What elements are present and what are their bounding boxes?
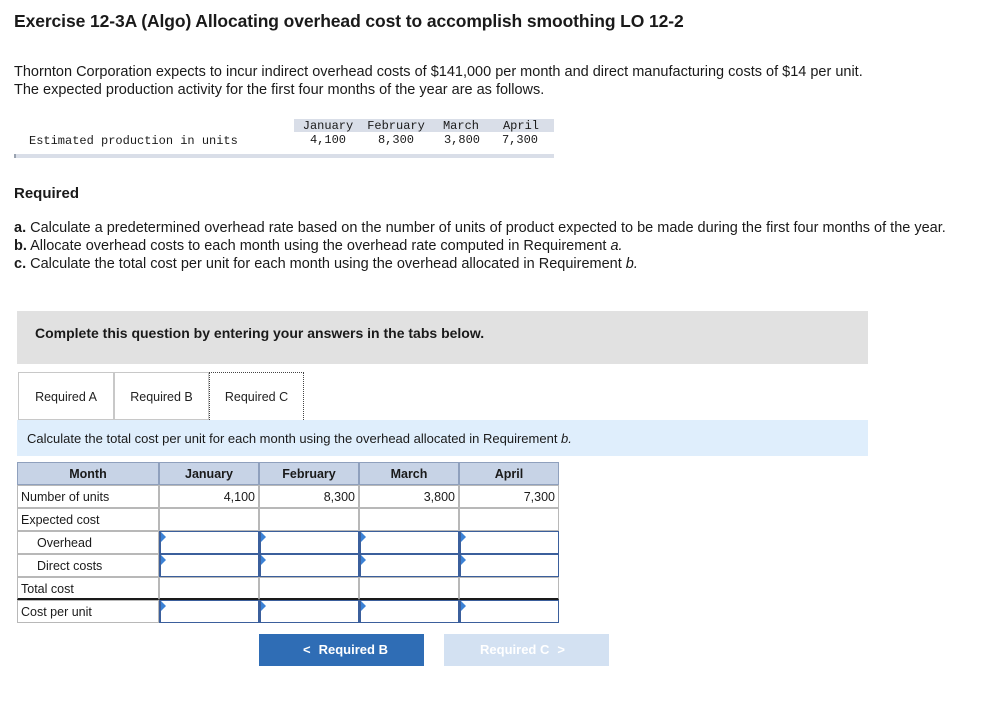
next-tab-button[interactable] [444, 634, 609, 666]
units-february: 8,300 [259, 485, 359, 508]
header-march: March [359, 462, 459, 485]
row-label: Number of units [17, 485, 159, 508]
direct-costs-march-input[interactable] [359, 554, 459, 577]
requirement-letter: b. [14, 238, 27, 254]
requirement-a [14, 219, 974, 237]
units-january: 4,100 [159, 485, 259, 508]
cost-per-unit-january-input[interactable] [159, 600, 259, 623]
given-units-value: 8,300 [377, 133, 414, 147]
cost-per-unit-april-input[interactable] [459, 600, 559, 623]
required-heading: Required [14, 185, 80, 202]
header-january: January [159, 462, 259, 485]
requirement-c [14, 255, 974, 273]
row-label: Total cost [17, 577, 159, 600]
units-march: 3,800 [359, 485, 459, 508]
header-april: April [459, 462, 559, 485]
row-label: Cost per unit [17, 600, 159, 623]
given-units-value: 3,800 [443, 133, 480, 147]
requirement-letter: a. [14, 220, 27, 236]
given-month-header: April [502, 119, 539, 133]
next-button-label: Required C [480, 642, 550, 657]
problem-intro [14, 63, 974, 99]
given-row-label: Estimated production in units [29, 134, 238, 148]
tab-required-a[interactable]: Required A [18, 372, 114, 420]
given-month-header: March [442, 119, 479, 133]
requirement-b [14, 237, 974, 255]
units-april: 7,300 [459, 485, 559, 508]
empty-cell [359, 508, 459, 531]
total-cost-january [159, 577, 259, 600]
instruction-ref: b. [561, 431, 572, 446]
requirements-list [14, 219, 974, 273]
empty-cell [459, 508, 559, 531]
intro-line-2: The expected production activity for the first four months of the year are as follows. [14, 82, 545, 98]
total-cost-april [459, 577, 559, 600]
row-label: Direct costs [17, 554, 159, 577]
row-label: Expected cost [17, 508, 159, 531]
previous-tab-button[interactable] [259, 634, 424, 666]
requirement-text: Allocate overhead costs to each month using the overhead rate computed in Requirement [30, 238, 611, 254]
requirement-ref: b. [625, 256, 638, 272]
overhead-february-input[interactable] [259, 531, 359, 554]
header-month: Month [17, 462, 159, 485]
instructions-banner: Complete this question by entering your answers in the tabs below. [17, 311, 868, 364]
requirement-text: Calculate the total cost per unit for each month using the overhead allocated in Requirement [30, 256, 626, 272]
direct-costs-january-input[interactable] [159, 554, 259, 577]
header-february: February [259, 462, 359, 485]
cost-per-unit-march-input[interactable] [359, 600, 459, 623]
given-month-header: January [302, 119, 354, 133]
instruction-text: Calculate the total cost per unit for each month using the overhead allocated in Requirement [27, 431, 562, 446]
total-cost-march [359, 577, 459, 600]
given-production-table [14, 119, 554, 161]
tab-required-c[interactable]: Required C [209, 372, 304, 420]
given-units-value: 4,100 [309, 133, 346, 147]
requirement-text: Calculate a predetermined overhead rate based on the number of units of product expected to be made during the first four months of the year. [30, 220, 946, 236]
given-bottom-rule [14, 154, 554, 158]
overhead-march-input[interactable] [359, 531, 459, 554]
row-label: Overhead [17, 531, 159, 554]
requirement-letter: c. [14, 256, 27, 272]
page-title: Exercise 12-3A (Algo) Allocating overhead cost to accomplish smoothing LO 12-2 [14, 11, 684, 31]
previous-button-label: Required B [318, 642, 388, 657]
requirement-ref: a. [610, 238, 623, 254]
empty-cell [159, 508, 259, 531]
given-units-value: 7,300 [501, 133, 538, 147]
direct-costs-april-input[interactable] [459, 554, 559, 577]
overhead-april-input[interactable] [459, 531, 559, 554]
direct-costs-february-input[interactable] [259, 554, 359, 577]
chevron-right-icon: > [557, 642, 565, 657]
intro-line-1: Thornton Corporation expects to incur indirect overhead costs of $141,000 per month and direct manufacturing costs of $14 per unit. [14, 64, 863, 80]
empty-cell [259, 508, 359, 531]
chevron-left-icon: < [303, 642, 311, 657]
given-month-header: February [367, 119, 425, 133]
overhead-january-input[interactable] [159, 531, 259, 554]
tab-required-b[interactable]: Required B [114, 372, 209, 420]
total-cost-february [259, 577, 359, 600]
cost-per-unit-february-input[interactable] [259, 600, 359, 623]
tab-instruction [17, 420, 868, 456]
